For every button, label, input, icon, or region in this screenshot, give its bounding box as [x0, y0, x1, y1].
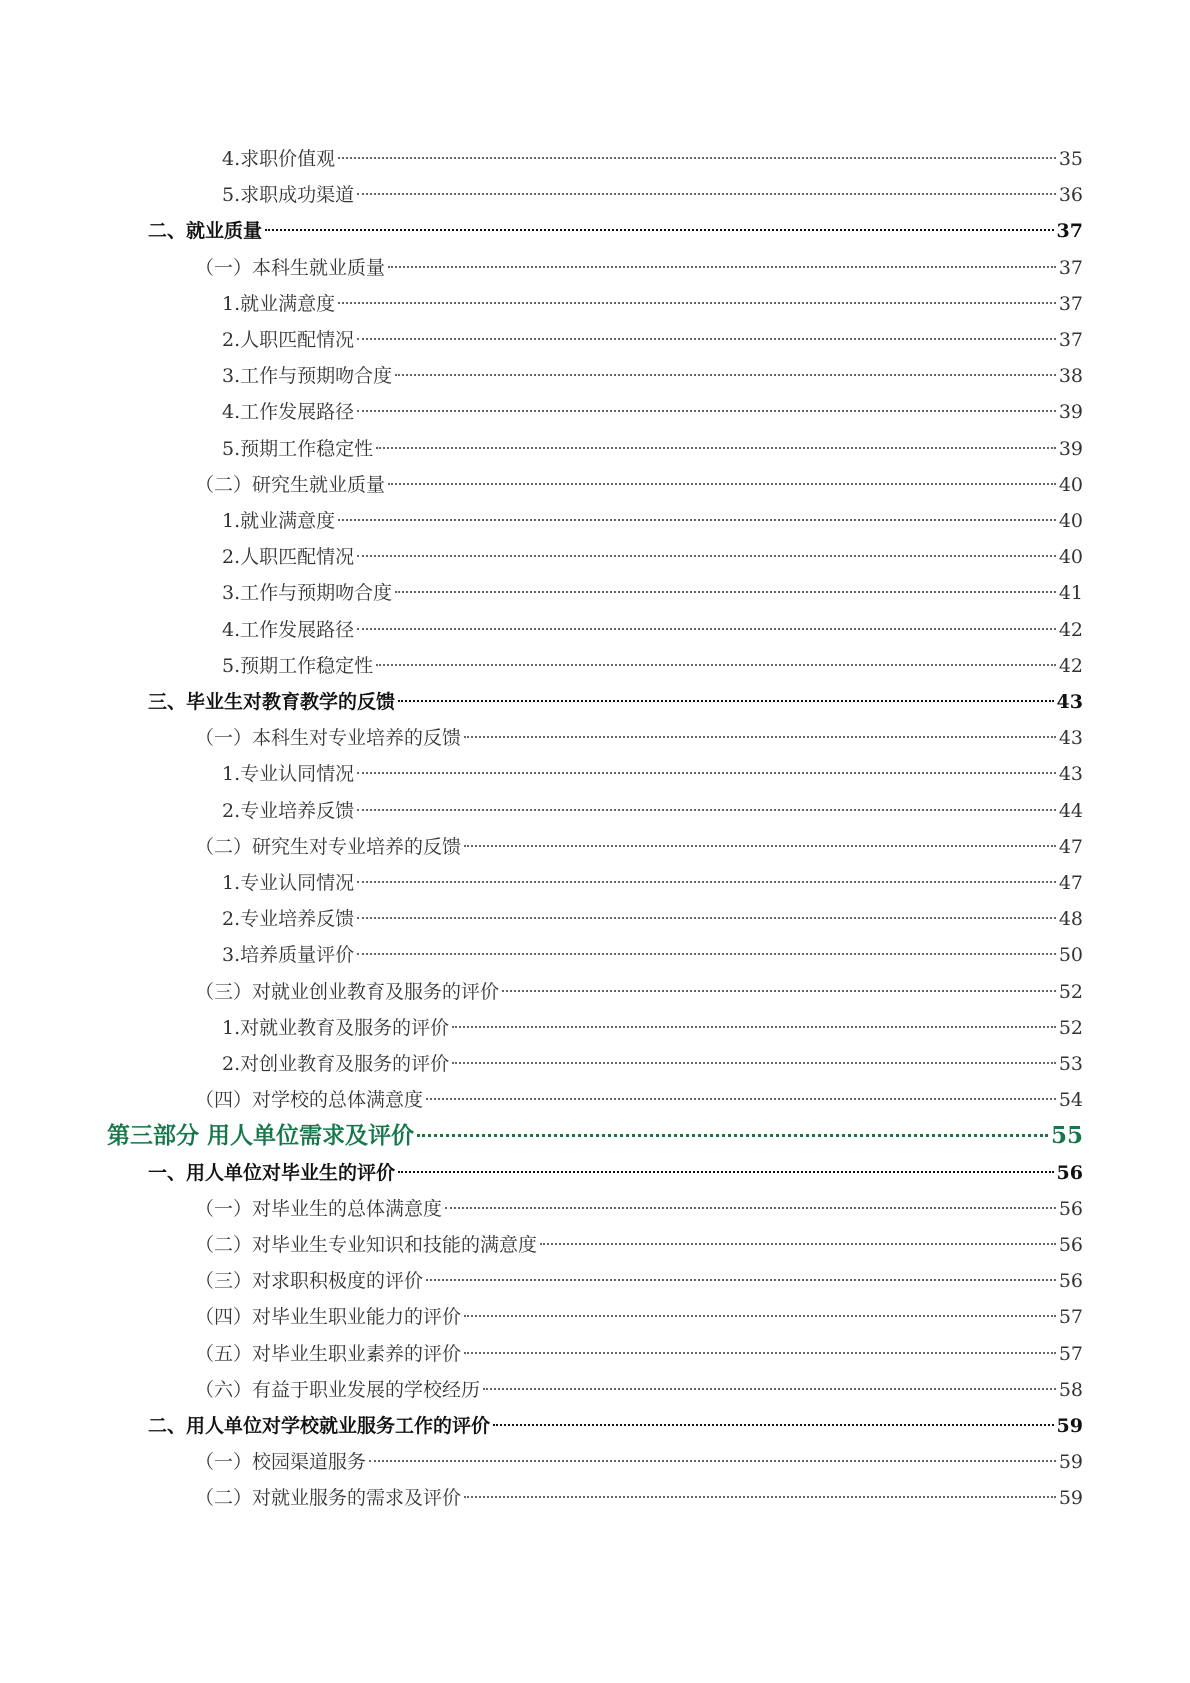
toc-entry-page-number: 43 [1058, 763, 1083, 786]
toc-entry-item[interactable] [222, 432, 1083, 466]
toc-entry-title: （三）对就业创业教育及服务的评价 [195, 980, 500, 1003]
toc-entry-sub[interactable] [195, 1373, 1083, 1407]
toc-entry-title: （四）对学校的总体满意度 [195, 1089, 424, 1112]
toc-entry-page-number: 37 [1056, 220, 1083, 243]
dot-leader [395, 374, 1056, 376]
dot-leader [464, 1496, 1056, 1498]
toc-entry-page-number: 48 [1058, 908, 1083, 931]
toc-entry-part[interactable] [107, 1119, 1083, 1153]
toc-entry-title: 2.专业培养反馈 [222, 799, 355, 822]
dot-leader [338, 302, 1056, 304]
toc-entry-page-number: 40 [1058, 473, 1083, 496]
toc-entry-sub[interactable] [195, 1445, 1083, 1479]
dot-leader [502, 990, 1056, 992]
dot-leader [426, 1279, 1056, 1281]
toc-entry-item[interactable] [222, 359, 1083, 393]
toc-entry-sub[interactable] [195, 251, 1083, 285]
toc-entry-page-number: 56 [1056, 1161, 1083, 1184]
toc-entry-sub[interactable] [195, 1300, 1083, 1334]
toc-entry-title: 3.培养质量评价 [222, 944, 355, 967]
toc-entry-title: （三）对求职积极度的评价 [195, 1270, 424, 1293]
toc-entry-item[interactable] [222, 540, 1083, 574]
toc-entry-title: 2.人职匹配情况 [222, 329, 355, 351]
toc-entry-page-number: 37 [1058, 329, 1083, 351]
dot-leader [417, 1134, 1048, 1137]
toc-entry-title: （一）本科生对专业培养的反馈 [195, 727, 462, 750]
toc-entry-page-number: 36 [1058, 184, 1083, 207]
toc-entry-page-number: 47 [1058, 872, 1083, 894]
toc-entry-page-number: 59 [1056, 1415, 1083, 1437]
toc-entry-page-number: 44 [1058, 799, 1083, 822]
dot-leader [357, 772, 1056, 774]
toc-entry-item[interactable] [222, 938, 1083, 972]
toc-entry-page-number: 57 [1058, 1306, 1083, 1329]
toc-entry-sub[interactable] [195, 1337, 1083, 1371]
toc-entry-item[interactable] [222, 757, 1083, 791]
toc-entry-page-number: 43 [1056, 691, 1083, 713]
dot-leader [338, 519, 1056, 521]
dot-leader [357, 917, 1056, 919]
dot-leader [338, 157, 1056, 159]
dot-leader [464, 1352, 1056, 1354]
toc-entry-page-number: 47 [1058, 835, 1083, 858]
dot-leader [398, 1171, 1054, 1173]
toc-entry-page-number: 54 [1058, 1089, 1083, 1112]
toc-entry-item[interactable] [222, 866, 1083, 900]
dot-leader [426, 1098, 1056, 1100]
toc-entry-title: （二）研究生对专业培养的反馈 [195, 835, 462, 858]
toc-entry-title: 3.工作与预期吻合度 [222, 365, 393, 388]
toc-entry-page-number: 59 [1058, 1487, 1083, 1510]
toc-entry-title: 二、用人单位对学校就业服务工作的评价 [148, 1415, 491, 1437]
toc-entry-title: 2.对创业教育及服务的评价 [222, 1053, 450, 1075]
toc-entry-page-number: 50 [1058, 944, 1083, 967]
toc-entry-title: 1.专业认同情况 [222, 872, 355, 894]
toc-entry-sub[interactable] [195, 468, 1083, 502]
toc-entry-item[interactable] [222, 323, 1083, 357]
dot-leader [357, 193, 1056, 195]
toc-entry-title: 2.人职匹配情况 [222, 546, 355, 569]
toc-entry-item[interactable] [222, 142, 1083, 176]
toc-entry-page-number: 55 [1050, 1122, 1083, 1150]
toc-entry-section[interactable] [148, 214, 1083, 248]
toc-entry-page-number: 53 [1058, 1053, 1083, 1075]
toc-entry-title: 1.就业满意度 [222, 292, 336, 315]
toc-entry-title: 4.工作发展路径 [222, 401, 355, 424]
dot-leader [357, 628, 1056, 630]
toc-entry-sub[interactable] [195, 1083, 1083, 1117]
toc-entry-item[interactable] [222, 1011, 1083, 1045]
dot-leader [357, 410, 1056, 412]
toc-entry-title: （一）对毕业生的总体满意度 [195, 1197, 443, 1220]
toc-entry-title: 一、用人单位对毕业生的评价 [148, 1161, 396, 1184]
toc-entry-title: 3.工作与预期吻合度 [222, 582, 393, 605]
dot-leader [357, 881, 1056, 883]
toc-entry-title: （一）本科生就业质量 [195, 256, 386, 279]
toc-entry-item[interactable] [222, 287, 1083, 321]
dot-leader [398, 700, 1054, 702]
toc-entry-page-number: 52 [1058, 1016, 1083, 1039]
toc-entry-sub[interactable] [195, 1228, 1083, 1262]
toc-entry-sub[interactable] [195, 1192, 1083, 1226]
toc-entry-title: 4.求职价值观 [222, 148, 336, 170]
dot-leader [265, 229, 1054, 231]
dot-leader [493, 1424, 1054, 1426]
toc-entry-title: 1.对就业教育及服务的评价 [222, 1016, 450, 1039]
toc-entry-page-number: 37 [1058, 292, 1083, 315]
toc-entry-title: 1.就业满意度 [222, 510, 336, 532]
toc-entry-title: 5.求职成功渠道 [222, 184, 355, 207]
toc-entry-title: （二）研究生就业质量 [195, 473, 386, 496]
toc-entry-item[interactable] [222, 902, 1083, 936]
dot-leader [357, 555, 1056, 557]
toc-entry-title: （二）对就业服务的需求及评价 [195, 1487, 462, 1510]
dot-leader [376, 664, 1056, 666]
toc-entry-page-number: 40 [1058, 546, 1083, 569]
toc-entry-title: （二）对毕业生专业知识和技能的满意度 [195, 1234, 538, 1256]
toc-entry-sub[interactable] [195, 975, 1083, 1009]
toc-entry-section[interactable] [148, 1156, 1083, 1190]
toc-entry-page-number: 59 [1058, 1451, 1083, 1474]
toc-entry-sub[interactable] [195, 1264, 1083, 1298]
toc-entry-page-number: 40 [1058, 510, 1083, 532]
toc-entry-title: 第三部分 用人单位需求及评价 [107, 1122, 415, 1150]
toc-entry-page-number: 57 [1058, 1342, 1083, 1365]
dot-leader [445, 1207, 1056, 1209]
dot-leader [388, 483, 1056, 485]
toc-entry-title: 2.专业培养反馈 [222, 908, 355, 931]
toc-entry-title: （一）校园渠道服务 [195, 1451, 367, 1474]
toc-entry-page-number: 52 [1058, 980, 1083, 1003]
toc-entry-item[interactable] [222, 649, 1083, 683]
toc-entry-page-number: 56 [1058, 1234, 1083, 1256]
dot-leader [376, 447, 1056, 449]
toc-entry-item[interactable] [222, 1047, 1083, 1081]
toc-entry-page-number: 39 [1058, 401, 1083, 424]
toc-entry-page-number: 41 [1058, 582, 1083, 605]
dot-leader [540, 1243, 1056, 1245]
toc-entry-title: 二、就业质量 [148, 220, 263, 243]
toc-entry-page-number: 43 [1058, 727, 1083, 750]
dot-leader [452, 1026, 1056, 1028]
toc-entry-item[interactable] [222, 504, 1083, 538]
dot-leader [395, 591, 1056, 593]
toc-entry-item[interactable] [222, 576, 1083, 610]
dot-leader [357, 338, 1056, 340]
toc-entry-page-number: 58 [1058, 1378, 1083, 1401]
dot-leader [357, 809, 1056, 811]
dot-leader [464, 736, 1056, 738]
toc-entry-sub[interactable] [195, 1481, 1083, 1515]
toc-entry-sub[interactable] [195, 721, 1083, 755]
toc-entry-sub[interactable] [195, 830, 1083, 864]
toc-entry-title: 4.工作发展路径 [222, 618, 355, 641]
dot-leader [357, 953, 1056, 955]
toc-entry-page-number: 56 [1058, 1197, 1083, 1220]
toc-entry-title: 5.预期工作稳定性 [222, 654, 374, 677]
toc-entry-item[interactable] [222, 178, 1083, 212]
toc-entry-title: （四）对毕业生职业能力的评价 [195, 1306, 462, 1329]
toc-entry-page-number: 39 [1058, 437, 1083, 460]
dot-leader [369, 1460, 1056, 1462]
toc-entry-page-number: 35 [1058, 148, 1083, 170]
toc-entry-section[interactable] [148, 685, 1083, 719]
toc-entry-item[interactable] [222, 395, 1083, 429]
dot-leader [483, 1388, 1056, 1390]
toc-entry-title: 三、毕业生对教育教学的反馈 [148, 691, 396, 713]
toc-entry-item[interactable] [222, 613, 1083, 647]
dot-leader [464, 1315, 1056, 1317]
toc-entry-section[interactable] [148, 1409, 1083, 1443]
toc-entry-page-number: 38 [1058, 365, 1083, 388]
toc-entry-page-number: 56 [1058, 1270, 1083, 1293]
toc-entry-page-number: 42 [1058, 618, 1083, 641]
toc-entry-title: （六）有益于职业发展的学校经历 [195, 1378, 481, 1401]
toc-entry-title: （五）对毕业生职业素养的评价 [195, 1342, 462, 1365]
toc-entry-item[interactable] [222, 794, 1083, 828]
dot-leader [452, 1062, 1056, 1064]
toc-entry-page-number: 42 [1058, 654, 1083, 677]
dot-leader [464, 845, 1056, 847]
toc-entry-title: 5.预期工作稳定性 [222, 437, 374, 460]
toc-entry-page-number: 37 [1058, 256, 1083, 279]
toc-entry-title: 1.专业认同情况 [222, 763, 355, 786]
dot-leader [388, 266, 1056, 268]
